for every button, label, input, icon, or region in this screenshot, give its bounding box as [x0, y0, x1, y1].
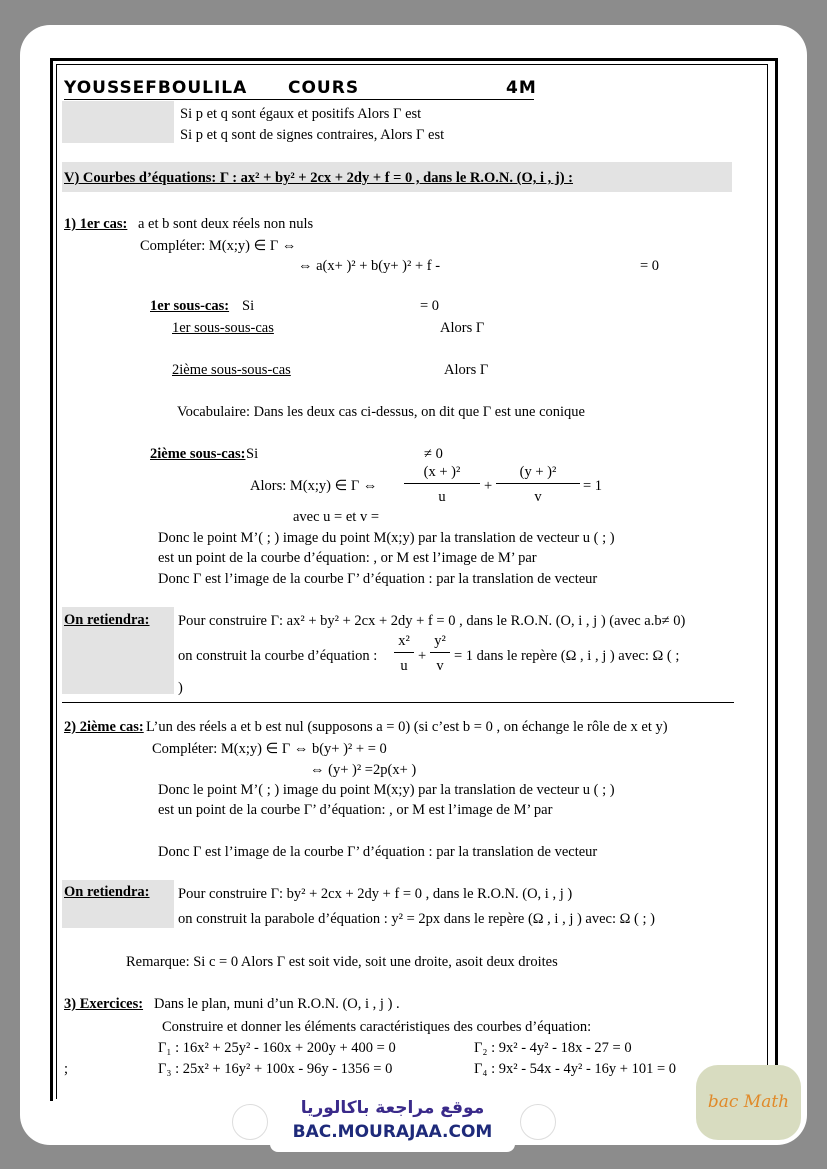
- retain1-num-1: x²: [398, 633, 410, 649]
- site-logo-right-icon: [520, 1104, 556, 1140]
- case2-donc-3: Donc Γ est l’image de la courbe Γ’ d’équation : par la translation de vecteur: [158, 844, 598, 860]
- fraction-plus: +: [484, 478, 493, 494]
- retain1-line-2: on construit la courbe d’équation :: [178, 648, 378, 664]
- subcase2-neq: ≠ 0: [424, 446, 443, 462]
- retain1-label: On retiendra:: [64, 612, 150, 628]
- curve-gamma-3: Γ₃ : 25x² + 16y² + 100x - 96y - 1356 = 0: [158, 1061, 393, 1077]
- case2-donc-1: Donc le point M’( ; ) image du point M(x;y) par la translation de vecteur u ( ; ): [158, 782, 615, 798]
- subsubcase1-alors: Alors Γ: [440, 320, 485, 336]
- subcase2-alors: Alors: M(x;y) ∈ Γ ⇔: [250, 478, 378, 494]
- curve-gamma-1: Γ₁ : 16x² + 25y² - 160x + 200y + 400 = 0: [158, 1040, 396, 1056]
- retain1-den-1: u: [400, 658, 408, 674]
- avec-u-v: avec u = et v =: [293, 509, 380, 525]
- retain2-line-2: on construit la parabole d’équation : y² = 2px dans le repère (Ω , i , j ) avec: Ω ( ; ): [178, 911, 655, 927]
- section-title: COURS: [288, 78, 360, 98]
- retain1-line-3: ): [178, 680, 183, 696]
- vocabulary-note: Vocabulaire: Dans les deux cas ci-dessus, on dit que Γ est une conique: [177, 404, 585, 420]
- separator: ;: [64, 1061, 69, 1077]
- level: 4M: [506, 78, 537, 98]
- subcase2-label: 2ième sous-cas:: [150, 446, 246, 462]
- case1-label: 1) 1er cas:: [64, 216, 128, 232]
- exercises-text: Dans le plan, muni d’un R.O.N. (O, i , j ) .: [154, 996, 400, 1012]
- fraction-den-1: u: [438, 489, 446, 505]
- case2-donc-2: est un point de la courbe Γ’ d’équation: , or M est l’image de M’ par: [158, 802, 553, 818]
- curve-gamma-2: Γ₂ : 9x² - 4y² - 18x - 27 = 0: [474, 1040, 632, 1056]
- fraction-eq: = 1: [583, 478, 603, 494]
- case2-label: 2) 2ième cas:: [64, 719, 144, 735]
- case1-donc-2: est un point de la courbe d’équation: , or M est l’image de M’ par: [158, 550, 537, 566]
- subsubcase2-alors: Alors Γ: [444, 362, 489, 378]
- bac-math-badge: bac Math: [696, 1065, 801, 1140]
- subcase2-si: Si: [246, 446, 259, 462]
- case1-text: a et b sont deux réels non nuls: [138, 216, 314, 232]
- case2-equation: ⇔ (y+ )² =2p(x+ ): [310, 762, 417, 778]
- fraction-num-2: (y + )²: [519, 464, 557, 480]
- retain2-line-1: Pour construire Γ: by² + 2cx + 2dy + f = 0 , dans le R.O.N. (O, i , j ): [178, 886, 573, 902]
- case1-equation-rhs: = 0: [640, 258, 660, 274]
- fraction-num-1: (x + )²: [423, 464, 461, 480]
- remark: Remarque: Si c = 0 Alors Γ est soit vide, soit une droite, asoit deux droites: [126, 954, 558, 970]
- retain1-plus: +: [418, 648, 427, 664]
- header-rule: [64, 99, 534, 100]
- intro-line-2: Si p et q sont de signes contraires, Alors Γ est: [180, 127, 445, 143]
- retain1-den-2: v: [436, 658, 444, 674]
- case2-completer: Compléter: M(x;y) ∈ Γ ⇔ b(y+ )² + = 0: [152, 741, 387, 757]
- retain1-bar-1: [394, 652, 414, 653]
- subsubcase1-label: 1er sous-sous-cas: [172, 320, 274, 336]
- subsubcase2-label: 2ième sous-sous-cas: [172, 362, 291, 378]
- subcase1-eq: = 0: [420, 298, 440, 314]
- fraction-bar-2: [496, 483, 580, 484]
- subcase1-label: 1er sous-cas:: [150, 298, 230, 314]
- site-logo-left-icon: [232, 1104, 268, 1140]
- retain1-line-1: Pour construire Γ: ax² + by² + 2cx + 2dy + f = 0 , dans le R.O.N. (O, i , j ) (avec a.b≠ 0): [178, 613, 686, 629]
- case1-donc-3: Donc Γ est l’image de la courbe Γ’ d’équation : par la translation de vecteur: [158, 571, 598, 587]
- fraction-den-2: v: [534, 489, 542, 505]
- retain1-bar-2: [430, 652, 450, 653]
- intro-line-1: Si p et q sont égaux et positifs Alors Γ est: [180, 106, 422, 122]
- site-url[interactable]: BAC.MOURAJAA.COM: [292, 1122, 493, 1142]
- case1-donc-1: Donc le point M’( ; ) image du point M(x;y) par la translation de vecteur u ( ; ): [158, 530, 615, 546]
- retain1-rule: [62, 702, 734, 703]
- curve-gamma-4: Γ₄ : 9x² - 54x - 4y² - 16y + 101 = 0: [474, 1061, 677, 1077]
- fraction-bar-1: [404, 483, 480, 484]
- case1-completer: Compléter: M(x;y) ∈ Γ ⇔: [140, 238, 297, 254]
- exercises-instruction: Construire et donner les éléments caractéristiques des courbes d’équation:: [162, 1019, 592, 1035]
- subcase1-si: Si: [242, 298, 255, 314]
- case1-equation: ⇔ a(x+ )² + b(y+ )² + f -: [298, 258, 441, 274]
- retain1-num-2: y²: [434, 633, 446, 649]
- site-name-arabic: موقع مراجعة باكالوريا: [300, 1098, 485, 1118]
- section-v-title: V) Courbes d’équations: Γ : ax² + by² + 2cx + 2dy + f = 0 , dans le R.O.N. (O, i , j) :: [64, 170, 574, 186]
- retain2-label: On retiendra:: [64, 884, 150, 900]
- site-banner[interactable]: [270, 1090, 515, 1152]
- case2-text: L’un des réels a et b est nul (supposons a = 0) (si c’est b = 0 , on échange le rôle de x et y): [146, 719, 668, 735]
- author-name: YOUSSEFBOULILA: [64, 78, 248, 98]
- retain1-line-2b: = 1 dans le repère (Ω , i , j ) avec: Ω ( ;: [454, 648, 680, 664]
- exercises-label: 3) Exercices:: [64, 996, 144, 1012]
- intro-shade: [62, 101, 174, 143]
